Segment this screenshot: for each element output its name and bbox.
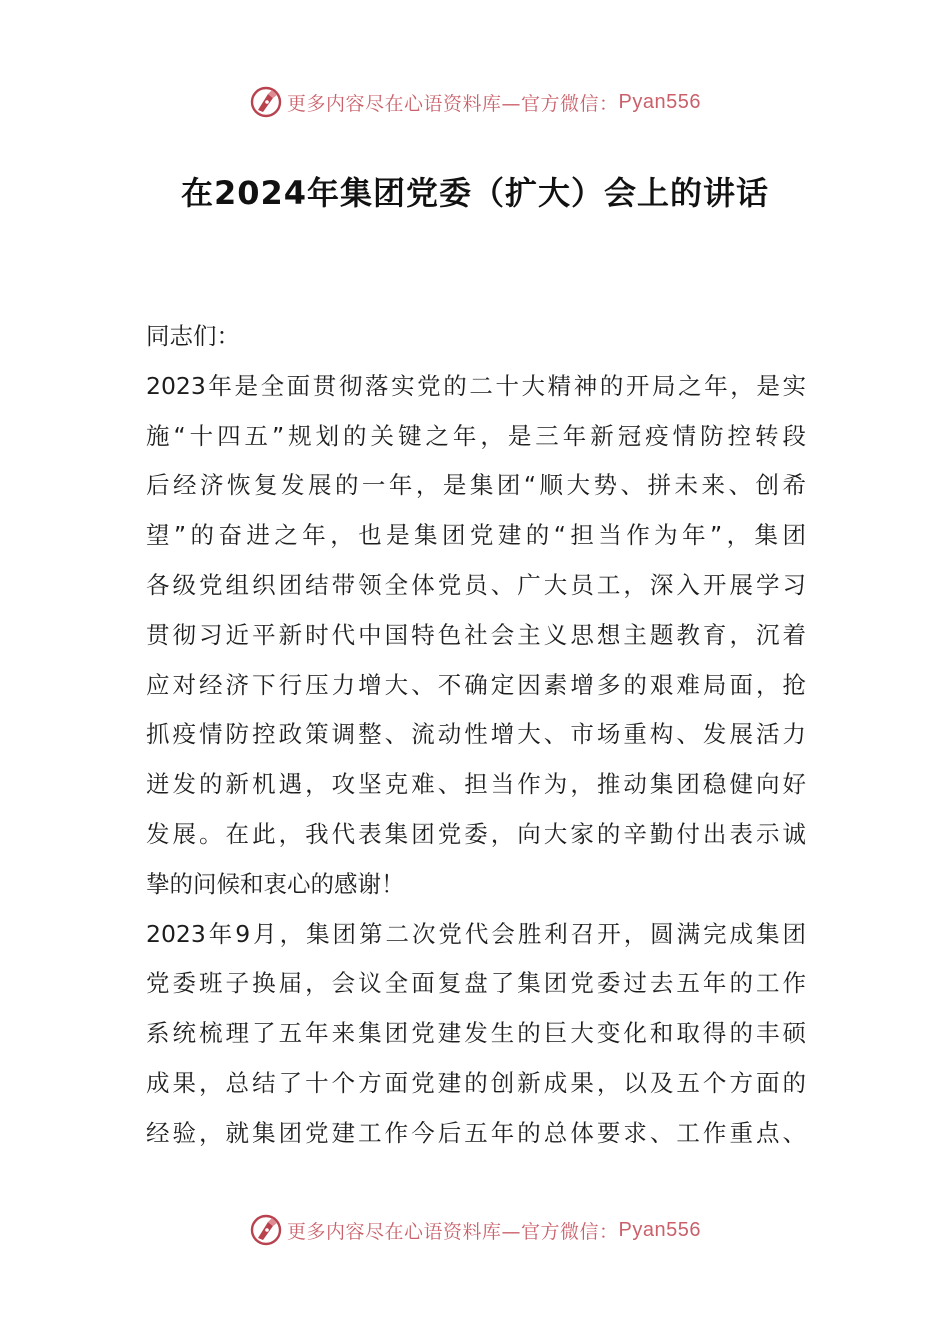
text-line: 经验，就集团党建工作今后五年的总体要求、工作重点、	[146, 1118, 806, 1147]
pen-nib-logo-icon	[249, 1213, 283, 1247]
text-line: 2023年9月，集团第二次党代会胜利召开，圆满完成集团	[146, 919, 806, 948]
text-line: 后经济恢复发展的一年，是集团“顺大势、拼未来、创希	[146, 471, 806, 500]
watermark-wechat-id: Pyan556	[618, 90, 701, 113]
text-line: 望”的奋进之年，也是集团党建的“担当作为年”，集团	[146, 521, 806, 550]
text-line: 系统梳理了五年来集团党建发生的巨大变化和取得的丰硕	[146, 1019, 806, 1048]
text-line: 抓疫情防控政策调整、流动性增大、市场重构、发展活力	[146, 720, 806, 749]
text-line: 党委班子换届，会议全面复盘了集团党委过去五年的工作	[146, 969, 806, 998]
text-line: 应对经济下行压力增大、不确定因素增多的艰难局面，抢	[146, 670, 806, 699]
paragraph-2	[146, 910, 806, 1159]
paragraph-1	[146, 362, 806, 910]
text-line: 挚的问候和衷心的感谢！	[146, 869, 405, 898]
text-line: 成果，总结了十个方面党建的创新成果，以及五个方面的	[146, 1068, 806, 1097]
salutation: 同志们：	[146, 322, 240, 350]
text-line: 施“十四五”规划的关键之年，是三年新冠疫情防控转段	[146, 421, 806, 450]
watermark-text: 更多内容尽在心语资料库—官方微信：	[287, 92, 619, 115]
text-line: 2023年是全面贯彻落实党的二十大精神的开局之年，是实	[146, 371, 806, 400]
watermark-wechat-id: Pyan556	[618, 1218, 701, 1241]
text-line: 发展。在此，我代表集团党委，向大家的辛勤付出表示诚	[146, 819, 806, 848]
text-line: 贯彻习近平新时代中国特色社会主义思想主题教育，沉着	[146, 620, 806, 649]
text-line: 各级党组织团结带领全体党员、广大员工，深入开展学习	[146, 570, 806, 599]
watermark-text: 更多内容尽在心语资料库—官方微信：	[287, 1220, 619, 1243]
header-watermark	[0, 82, 950, 122]
footer-watermark	[0, 1210, 950, 1250]
document-body	[146, 312, 806, 1159]
pen-nib-logo-icon	[249, 85, 283, 119]
text-line: 迸发的新机遇，攻坚克难、担当作为，推动集团稳健向好	[146, 770, 806, 799]
page-title: 在2024年集团党委（扩大）会上的讲话	[180, 174, 770, 212]
